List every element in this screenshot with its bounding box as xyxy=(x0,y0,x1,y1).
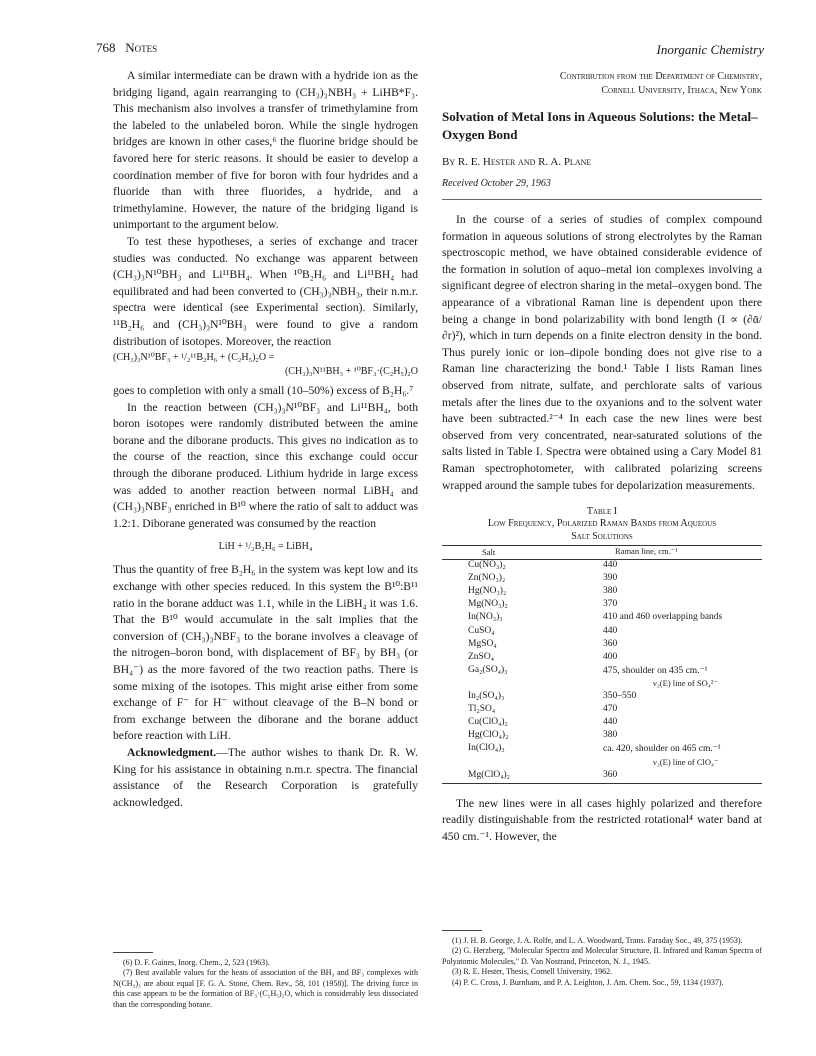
salt-cell: Ga₂(SO₄)₃ xyxy=(468,664,508,675)
raman-line-cell: 400 xyxy=(603,651,618,662)
acknowledgment xyxy=(113,745,418,811)
salt-cell: MgSO₄ xyxy=(468,638,497,649)
salt-cell: Tl₂SO₄ xyxy=(468,704,496,715)
table-row xyxy=(442,586,762,599)
footnote-rule-right xyxy=(442,930,482,931)
raman-line-cell: 470 xyxy=(603,704,618,715)
title-rule xyxy=(442,189,762,200)
table-row xyxy=(442,573,762,586)
left-column xyxy=(113,68,418,811)
salt-cell: Cu(ClO₄)₂ xyxy=(468,717,508,728)
left-paragraph-1: A similar intermediate can be drawn with a hydride ion as the bridging ligand, again rearranging to (CH₃)₃NBH₃ + LiHB*F₃. This mechanism also involves a transfer of trimethylamine from the labeled to the unlabeled boron. While the single hydrogen bridges are known in other cases,⁶ the fluorine bridge should be favored here for steric reasons. It should be easier to develop a coordination member of five for boron with four hydrides and a fluoride than with three fluorides, a hydride, and a trimethylamine. However, the nature of the bridging ligand is unimportant to the argument below. xyxy=(113,69,418,232)
page-header-left xyxy=(96,40,157,56)
equation-1-line-2: (CH₃)₃N¹¹BH₃ + ¹⁰BF₃·(C₂H₅)₂O xyxy=(284,366,418,378)
table-header-row xyxy=(442,546,762,558)
page-number: 768 xyxy=(96,40,116,55)
raman-line-cell: 360 xyxy=(603,769,618,780)
table-body xyxy=(442,560,762,783)
salt-cell: Hg(NO₃)₂ xyxy=(468,586,507,597)
table-row xyxy=(442,639,762,652)
table-row xyxy=(442,599,762,612)
raman-line-cell: ca. 420, shoulder on 465 cm.⁻¹ xyxy=(603,744,721,755)
raman-line-cell: 390 xyxy=(603,573,618,584)
raman-line-cell: 440 xyxy=(603,560,618,571)
equation-1-line-1: (CH₃)₃N¹⁰BF₃ + ¹/₂¹¹B₂H₆ + (C₂H₅)₂O = xyxy=(113,352,275,364)
raman-line-cell: 350–550 xyxy=(603,691,637,702)
left-paragraph-3: In the reaction between (CH₃)₃N¹⁰BF₃ and Li¹¹BH₄, both boron isotopes were randomly distributed between the amine borane and the diborane products. This gives no indication as to the course of the reaction, since this exchange could occur through the diborane produced. Lithium hydride in large excess was added to another reaction between normal LiBH₄ and (CH₃)₃NBF₃ enriched in B¹⁰ where the ratio of salt to adduct was 1.2:1. Diborane generated was consumed by the reaction xyxy=(113,400,418,530)
raman-line-cell: 380 xyxy=(603,586,618,597)
ack-text: —The author wishes to thank Dr. R. W. King for his assistance in obtaining n.m.r. spectra. The financial assistance of the Research Corporation is gratefully acknowledged. xyxy=(113,745,418,809)
salt-cell: Hg(ClO₄)₂ xyxy=(468,730,509,741)
table-row xyxy=(442,678,762,691)
table-row xyxy=(442,704,762,717)
table-row xyxy=(442,743,762,756)
footnote-1: (1) J. H. B. George, J. A. Rolfe, and L. A. Woodward, Trans. Faraday Soc., 49, 375 (1953). xyxy=(452,936,743,945)
journal-name: Inorganic Chemistry xyxy=(656,42,764,57)
salt-cell: Mg(NO₃)₂ xyxy=(468,599,508,610)
table-row xyxy=(442,560,762,574)
table-row xyxy=(442,770,762,783)
right-column xyxy=(442,70,762,845)
raman-line-cell: 360 xyxy=(603,638,618,649)
table-bottom-rule xyxy=(442,783,762,784)
raman-line-cell: ν₂(E) line of SO₄²⁻ xyxy=(653,677,718,688)
salt-cell: In₂(SO₄)₃ xyxy=(468,691,505,702)
salt-cell: Mg(ClO₄)₂ xyxy=(468,769,510,780)
footnote-4: (4) P. C. Cross, J. Burnham, and P. A. Leighton, J. Am. Chem. Soc., 59, 1134 (1937). xyxy=(452,977,724,987)
right-paragraph-2: The new lines were in all cases highly polarized and therefore readily distinguishable from the restricted rotational⁴ water band at 450 cm.⁻¹. However, the xyxy=(442,796,762,843)
table-row xyxy=(442,612,762,625)
salt-cell: ZnSO₄ xyxy=(468,651,495,662)
equation-2: LiH + ¹/₂B₂H₆ = LiBH₄ xyxy=(218,541,313,553)
left-paragraph-2: To test these hypotheses, a series of exchange and tracer studies was conducted. No exchange was apparent between (CH₃)₃N¹⁰BH₃ and Li¹¹BH₄. When ¹⁰B₂H₆ and Li¹¹BH₄ had equilibrated and had been converted to (CH₃)₃NBH₃, their n.m.r. spectra were identical (see Experimental section). Similarly, ¹¹B₂H₆ and (CH₃)₃N¹⁰BH₃ were found to give a random distribution of isotopes. Moreover, the reaction xyxy=(113,234,418,348)
byline: By R. E. Hester and R. A. Plane xyxy=(442,156,592,168)
table-title-line-2: Salt Solutions xyxy=(571,531,633,543)
salt-cell: CuSO₄ xyxy=(468,625,495,636)
table-title-line-1: Low Frequency, Polarized Raman Bands from Aqueous xyxy=(487,518,717,530)
salt-cell xyxy=(442,757,603,770)
left-footnotes xyxy=(113,958,418,1010)
raman-line-cell: ν₂(E) line of ClO₄⁻ xyxy=(653,756,719,767)
received-date: Received October 29, 1963 xyxy=(442,178,551,189)
article-title: Solvation of Metal Ions in Aqueous Solutions: the Metal–Oxygen Bond xyxy=(442,109,758,142)
table-row xyxy=(442,717,762,730)
right-footnotes xyxy=(442,936,762,988)
table-row xyxy=(442,665,762,678)
footnote-rule-left xyxy=(113,952,153,953)
raman-line-cell: 370 xyxy=(603,599,618,610)
raman-line-cell: 440 xyxy=(603,717,618,728)
salt-cell: In(ClO₄)₃ xyxy=(468,743,505,754)
footnote-2: (2) G. Herzberg, "Molecular Spectra and Molecular Structure, II. Infrared and Raman Spectra of Polyatomic Molecules," D. Van Nostrand, Princeton, N. J., 1945. xyxy=(442,946,762,966)
affiliation-line-2: Cornell University, Ithaca, New York xyxy=(601,85,762,96)
table-row xyxy=(442,691,762,704)
table-row xyxy=(442,652,762,665)
table-number: Table I xyxy=(586,506,618,518)
left-paragraph-4: Thus the quantity of free B₂H₆ in the system was kept low and its exchange with other species reduced. In this system the B¹⁰:B¹¹ ratio in the borane adduct was 1.1, while in the LiBH₄ it was 1.6. That the B¹⁰ would accumulate in the salt implies that the conversion of (CH₃)₃NBF₃ to the borane involves a cleavage of the nitrogen–boron bond, with displacement of BF₃ by BH₃ (or BH₄⁻) as the more favored of the two reaction paths. There is some mixing of the isotopes. This might arise either from some exchange of F⁻ for H⁻ without cleavage of the B–N bond or from exchange between the diborane and the borane adduct before reaction with LiH. xyxy=(113,563,418,743)
footnote-7: (7) Best available values for the heats of association of the BH₃ and BF₃ complexes with N(CH₃)₃ are about equal [F. G. A. Stone, Chem. Rev., 58, 101 (1958)]. The driving force in this case appears to be the formation of BF₃·(C₂H₅)₂O, which is considerably less dissociated than the corresponding borane. xyxy=(113,968,418,1009)
salt-cell: In(NO₃)₃ xyxy=(468,612,503,623)
affiliation-line-1: Contribution from the Department of Chemistry, xyxy=(559,71,762,82)
table-row xyxy=(442,730,762,743)
header-salt: Salt xyxy=(482,546,496,557)
ack-heading: Acknowledgment. xyxy=(127,745,217,759)
left-paragraph-after-eq1: goes to completion with only a small (10–50%) excess of B₂H₆.⁷ xyxy=(113,384,414,398)
header-raman-line: Raman line, cm.⁻¹ xyxy=(615,546,678,557)
salt-cell: Zn(NO₃)₂ xyxy=(468,573,506,584)
raman-table xyxy=(442,545,762,783)
salt-cell xyxy=(442,678,603,691)
salt-cell: Cu(NO₃)₂ xyxy=(468,560,506,571)
raman-line-cell: 475, shoulder on 435 cm.⁻¹ xyxy=(603,665,708,676)
raman-line-cell: 410 and 460 overlapping bands xyxy=(603,612,723,623)
table-row xyxy=(442,757,762,770)
footnote-3: (3) R. E. Hester, Thesis, Cornell University, 1962. xyxy=(452,967,613,977)
footnote-6: (6) D. F. Gaines, Inorg. Chem., 2, 523 (1963). xyxy=(123,958,270,967)
raman-line-cell: 440 xyxy=(603,625,618,636)
right-paragraph-1: In the course of a series of studies of complex compound formation in aqueous solutions of strong electrolytes by the Raman spectroscopic method, we have obtained considerable evidence of the formation in solution of aquo–metal ion complexes involving a significant degree of electron sharing in the metal–oxygen bond. The appearance of a vibrational Raman line is dependent upon there being a change in bond polarizability with bond length (I ∝ (∂ᾱ/∂r)²), which in turn depends on a finite electron density in the bond. Thus purely ionic or ion–dipole bonding does not give rise to a Raman line characterizing the bond.¹ Table I lists Raman lines observed from nitrate, sulfate, and perchlorate salts of various metals after the lines due to the oxyanions and to the solvent water have been subtracted.²⁻⁴ In each case the new lines were best observed from very concentrated, near-saturated solutions of the salts listed in Table I. Spectra were obtained using a Cary Model 81 Raman spectrophotometer, with calibrated polarizing screens wrapped around the sample tubes for depolarization measurements. xyxy=(442,213,762,492)
raman-line-cell: 380 xyxy=(603,730,618,741)
table-row xyxy=(442,626,762,639)
affiliation xyxy=(442,70,762,98)
section-name: Notes xyxy=(125,40,158,55)
